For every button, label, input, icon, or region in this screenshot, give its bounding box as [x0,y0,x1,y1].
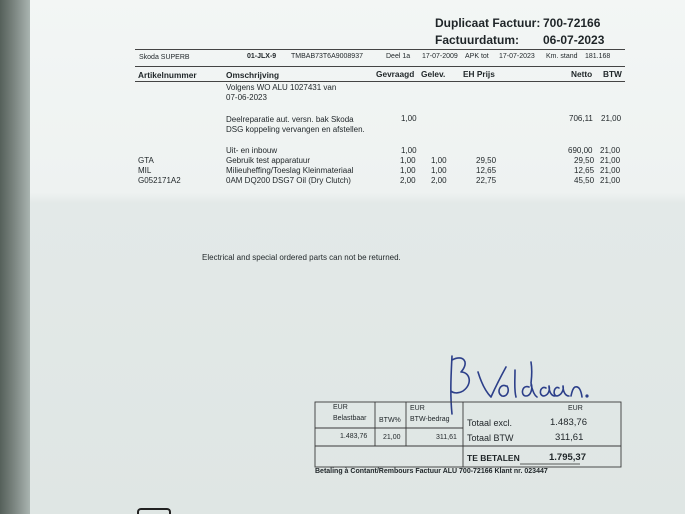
row-btw: 21,00 [600,176,621,185]
duplicate-invoice-label: Duplicaat Factuur: [435,16,541,30]
col-gelev: Gelev. [421,69,446,79]
te-betalen-label: TE BETALEN [467,453,520,463]
deel-date: 17-07-2009 [422,53,458,60]
totaal-excl-label: Totaal excl. [467,418,513,428]
row-desc: Deelreparatie aut. versn. bak Skoda [226,115,354,124]
row-artikelnummer: GTA [138,156,154,165]
row-geleverd: 2,00 [431,176,447,185]
totaal-excl-value: 1.483,76 [550,417,587,428]
row-netto: 690,00 [568,146,593,155]
row-desc: Milieuheffing/Toeslag Kleinmateriaal [226,166,354,175]
btw-pct-label: BTW% [379,417,401,424]
row-desc: Volgens WO ALU 1027431 van [226,83,337,92]
return-notice: Electrical and special ordered parts can not be returned. [202,253,401,262]
btw-pct-value: 21,00 [383,434,401,441]
row-artikelnummer: G052171A2 [138,176,181,185]
row-btw: 21,00 [601,114,622,123]
row-gevraagd: 1,00 [401,114,417,123]
km-value: 181.168 [585,53,611,60]
row-btw: 21,00 [600,146,621,155]
belastbaar-label: Belastbaar [333,415,367,422]
row-desc: 0AM DQ200 DSG7 Oil (Dry Clutch) [226,176,351,185]
row-gevraagd: 2,00 [400,176,416,185]
belastbaar-value: 1.483,76 [340,433,368,440]
payment-footer: Betaling à Contant/Rembours Factuur ALU 700-72166 Klant nr. 023447 [315,468,548,475]
row-eh-prijs: 12,65 [476,166,497,175]
row-geleverd: 1,00 [431,166,447,175]
row-eh-prijs: 22,75 [476,176,497,185]
row-gevraagd: 1,00 [400,166,416,175]
col-eh-prijs: EH Prijs [463,69,495,79]
bottom-edge-mark [137,508,171,514]
signature-text-hidden [0,0,1,1]
eur-label: EUR [333,404,348,411]
apk-date: 17-07-2023 [499,53,535,60]
row-desc: Uit- en inbouw [226,146,278,155]
row-btw: 21,00 [600,166,621,175]
row-eh-prijs: 29,50 [476,156,497,165]
eur-label-2: EUR [410,405,425,412]
col-artikelnummer: Artikelnummer [138,70,197,80]
vehicle-model: Skoda SUPERB [139,54,190,61]
row-netto: 706,11 [569,114,593,123]
vehicle-plate: 01-JLX-9 [247,53,277,60]
col-netto: Netto [571,69,593,79]
km-label: Km. stand [546,53,578,60]
row-gevraagd: 1,00 [401,146,417,155]
row-btw: 21,00 [600,156,621,165]
row-gevraagd: 1,00 [400,156,416,165]
row-artikelnummer: MIL [138,166,152,175]
invoice-date-label: Factuurdatum: [435,33,519,47]
invoice-number: 700-72166 [543,16,601,30]
row-geleverd: 1,00 [431,156,447,165]
row-netto: 45,50 [574,176,595,185]
btw-bedrag-value: 311,61 [436,434,457,441]
eur-label-3: EUR [568,405,583,412]
deel-label: Deel 1a [386,53,411,60]
btw-bedrag-label: BTW-bedrag [410,416,450,423]
row-netto: 12,65 [574,166,595,175]
col-btw: BTW [603,69,622,79]
row-desc: DSG koppeling vervangen en afstellen. [226,125,365,134]
row-desc: 07-06-2023 [226,93,267,102]
row-netto: 29,50 [574,156,595,165]
totaal-btw-label: Totaal BTW [467,433,514,443]
invoice-date: 06-07-2023 [543,33,605,47]
col-gevraagd: Gevraagd [376,69,415,79]
vehicle-vin: TMBAB73T6A9008937 [291,53,363,60]
apk-label: APK tot [465,53,489,60]
totaal-btw-value: 311,61 [555,432,584,443]
col-omschrijving: Omschrijving [226,70,280,80]
te-betalen-value: 1.795,37 [549,452,586,463]
row-desc: Gebruik test apparatuur [226,156,311,165]
